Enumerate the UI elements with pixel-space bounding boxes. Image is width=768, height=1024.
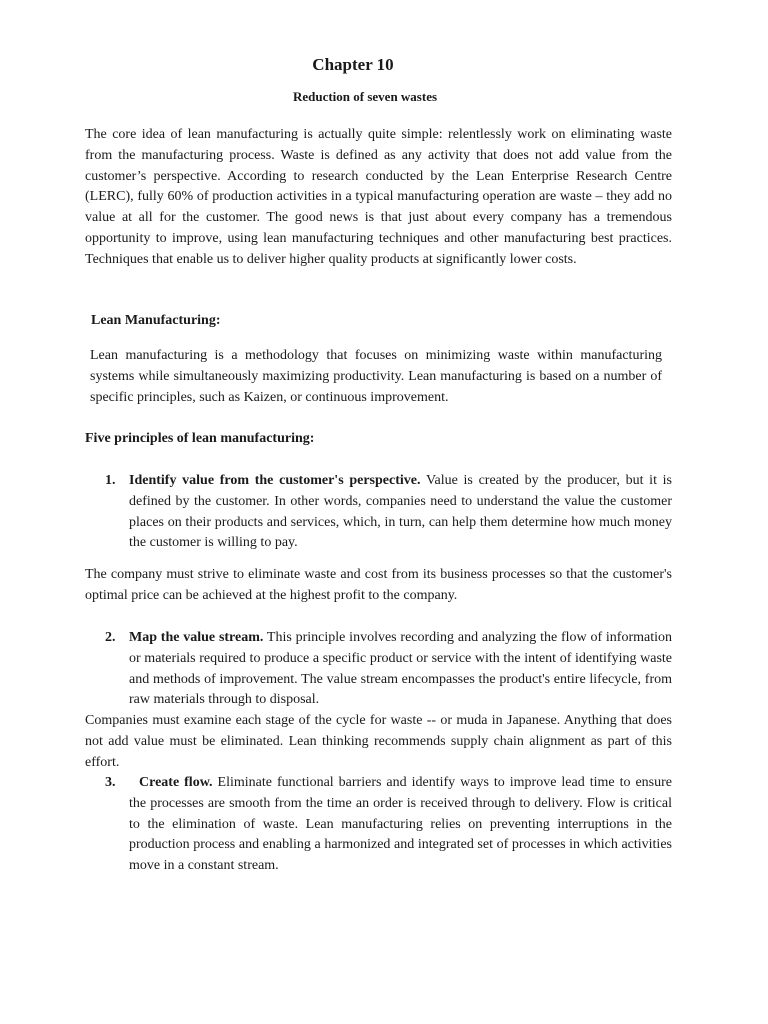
principles-heading: Five principles of lean manufacturing:: [85, 431, 315, 446]
principle-lead: Create flow.: [139, 775, 213, 790]
lean-manufacturing-paragraph: Lean manufacturing is a methodology that focuses on minimizing waste within manufacturing systems while simultaneously maximizing productivity. Lean manufacturing is based on a number of specific principles, such as Kaizen, or continuous improvement.: [90, 348, 662, 405]
principle-text: Eliminate functional barriers and identify ways to improve lead time to ensure the processes are smooth from the time an order is received through to delivery. Flow is critical to the elimination of waste. Lean manufacturing relies on preventing interruptions in the production process and enabling a harmonized and integrated set of processes in which activities move in a constant stream.: [129, 775, 672, 874]
principle-number: 3.: [105, 775, 116, 790]
principle-item: [105, 471, 673, 554]
chapter-subtitle: Reduction of seven wastes: [292, 89, 438, 104]
lean-manufacturing-heading: Lean Manufacturing:: [91, 313, 221, 328]
principle-item: [105, 628, 672, 711]
intro-paragraph: The core idea of lean manufacturing is actually quite simple: relentlessly work on eliminating waste from the manufacturing process. Waste is defined as any activity that does not add value from the customer’s perspective. According to research conducted by the Lean Enterprise Research Centre (LERC), fully 60% of production activities in a typical manufacturing operation are waste – they add no value at all for the customer. The good news is that just about every company has a tremendous opportunity to improve, using lean manufacturing techniques and other manufacturing best practices. Techniques that enable us to deliver higher quality products at significantly lower costs.: [85, 127, 672, 267]
principle-lead: Map the value stream.: [129, 630, 264, 645]
principle-body: [129, 471, 672, 554]
principle-item: [105, 773, 672, 877]
principle-number: 2.: [105, 630, 116, 645]
principle-body: [129, 628, 672, 711]
principle-text: Value is created by the producer, but it is defined by the customer. In other words, companies need to understand the value the customer places on their products and services, which, in turn, can help them determine how much money the customer is willing to pay.: [129, 473, 673, 551]
chapter-title: Chapter 10: [312, 55, 394, 74]
principle-body: [129, 773, 672, 877]
principle-lead: Identify value from the customer's perspective.: [129, 473, 421, 488]
strive-paragraph: The company must strive to eliminate waste and cost from its business processes so that the customer's optimal price can be achieved at the highest profit to the company.: [85, 567, 672, 603]
principle-number: 1.: [105, 473, 116, 488]
principle-text: This principle involves recording and analyzing the flow of information or materials required to produce a specific product or service with the intent of identifying waste and methods of improvement. The value stream encompasses the product's entire lifecycle, from raw materials through to disposal.: [129, 630, 672, 708]
examine-paragraph: Companies must examine each stage of the cycle for waste -- or muda in Japanese. Anything that does not add value must be eliminated. Lean thinking recommends supply chain alignment as part of this effort.: [85, 713, 672, 770]
